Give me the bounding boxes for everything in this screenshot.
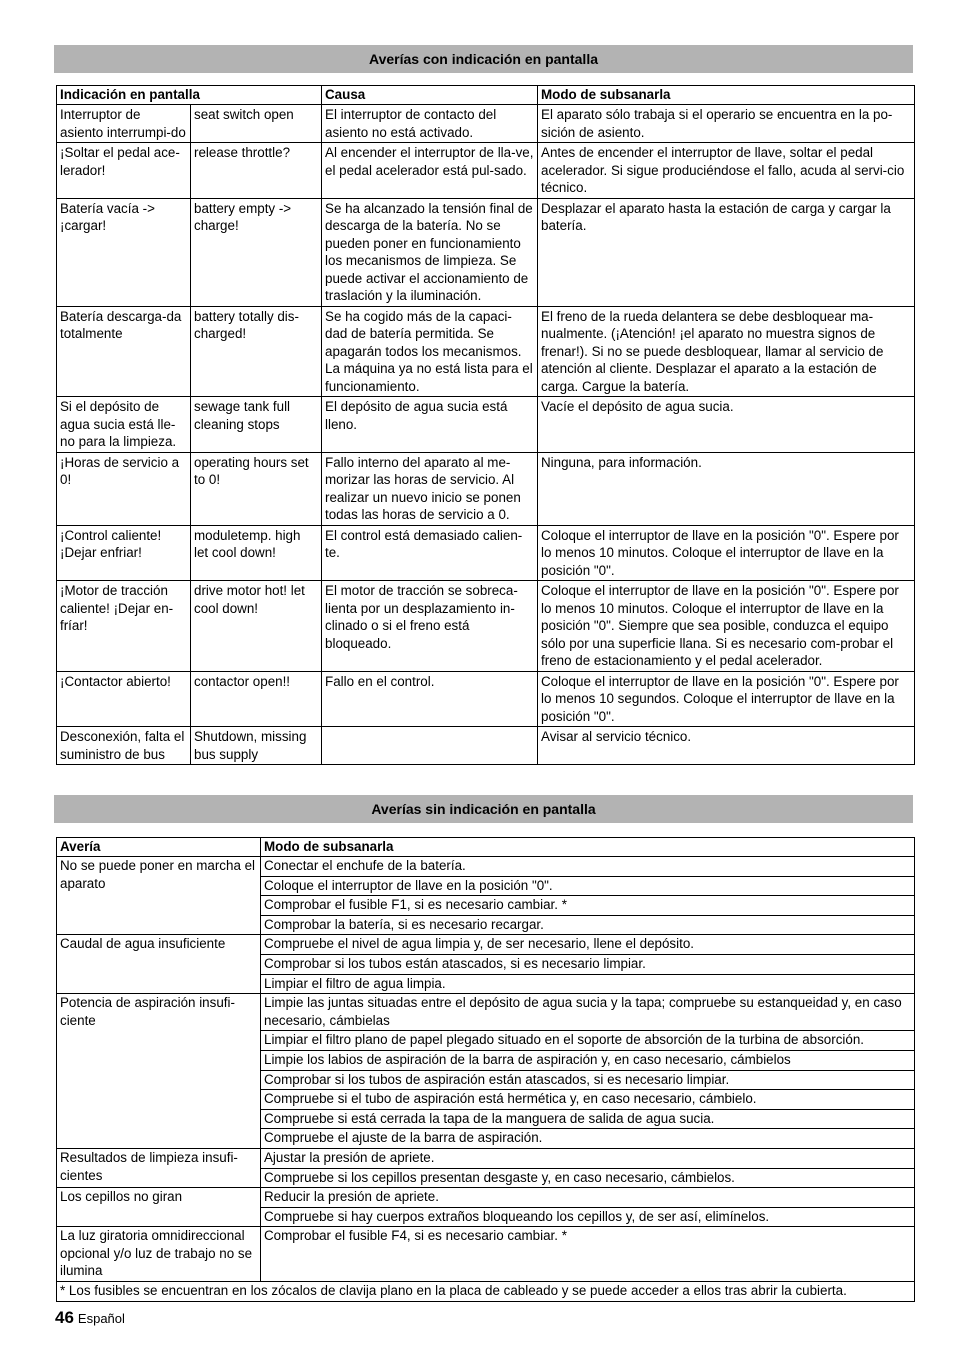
remedy-cell: Coloque el interruptor de llave en la posición "0". Espere por lo menos 10 segundos. Coloque el interruptor de llave en la posición "0". [538,671,915,727]
remedy-cell: Ajustar la presión de apriete. [261,1148,915,1168]
table-row [57,581,915,672]
remedy-cell: Limpiar el filtro plano de papel plegado situado en el soporte de absorción de la turbina de absorción. [261,1031,915,1051]
display-message-es: ¡Soltar el pedal ace-lerador! [57,143,191,199]
header-fault: Avería [57,838,261,857]
table-row [57,198,915,306]
remedy-cell: Ninguna, para información. [538,452,915,525]
display-message-es: ¡Contactor abierto! [57,671,191,727]
display-message-es: Si el depósito de agua sucia está lle-no para la limpieza. [57,397,191,453]
language-label: Español [77,1311,125,1326]
display-message-en: moduletemp. high let cool down! [191,525,322,581]
remedy-cell: Limpiar el filtro de agua limpia. [261,974,915,994]
fault-cell: Caudal de agua insuficiente [57,935,261,994]
table-row [57,1148,915,1168]
faults-with-display-table [56,85,915,765]
display-message-en: Shutdown, missing bus supply [191,727,322,765]
table-row [57,994,915,1031]
display-message-es: ¡Horas de servicio a 0! [57,452,191,525]
table-row [57,306,915,397]
page-footer [55,1308,125,1328]
table-row [57,857,915,877]
table-row [57,397,915,453]
cause-cell: Fallo interno del aparato al me-morizar las horas de servicio. Al realizar un nuevo inicio se ponen todas las horas de servicio a 0. [322,452,538,525]
remedy-cell: Comprobar si los tubos de aspiración están atascados, si es necesario limpiar. [261,1070,915,1090]
remedy-cell: Conectar el enchufe de la batería. [261,857,915,877]
display-message-en: battery empty -> charge! [191,198,322,306]
cause-cell: El interruptor de contacto del asiento no está activado. [322,105,538,143]
remedy-cell: Limpie las juntas situadas entre el depósito de agua sucia y la tapa; compruebe su estanqueidad y, en caso necesario, cámbielas [261,994,915,1031]
cause-cell: El control está demasiado calien-te. [322,525,538,581]
remedy-cell: Coloque el interruptor de llave en la posición "0". Espere por lo menos 10 minutos. Coloque el interruptor de llave en la posición "0". Siempre que sea posible, conduzca el equipo sólo por una superficie llana. Si es necesario com-probar el freno de estacionamiento y el pedal acelerador. [538,581,915,672]
display-message-es: Batería vacía -> ¡cargar! [57,198,191,306]
display-message-es: ¡Control caliente! ¡Dejar enfriar! [57,525,191,581]
faults-without-display-table [56,837,915,1302]
display-message-en: sewage tank full cleaning stops [191,397,322,453]
display-message-en: seat switch open [191,105,322,143]
cause-cell: Se ha alcanzado la tensión final de descarga de la batería. No se pueden poner en funcionamiento los mecanismos de limpieza. Se puede activar el accionamiento de traslación y la iluminación. [322,198,538,306]
page-number: 46 [55,1308,74,1327]
table-row [57,1227,915,1282]
table-row [57,105,915,143]
fault-cell: La luz giratoria omnidireccional opcional y/o luz de trabajo no se ilumina [57,1227,261,1282]
section-title-without-display: Averías sin indicación en pantalla [54,795,913,823]
cause-cell: Se ha cogido más de la capaci-dad de batería permitida. Se apagarán todos los mecanismos. La máquina ya no está lista para el funcionamiento. [322,306,538,397]
table-header-row [57,86,915,105]
cause-cell [322,727,538,765]
remedy-cell: Compruebe el ajuste de la barra de aspiración. [261,1129,915,1149]
footnote-row [57,1282,915,1302]
fault-cell: Los cepillos no giran [57,1188,261,1227]
display-message-en: battery totally dis-charged! [191,306,322,397]
header-remedy: Modo de subsanarla [261,838,915,857]
cause-cell: Al encender el interruptor de lla-ve, el pedal acelerador está pul-sado. [322,143,538,199]
table-row [57,1188,915,1208]
remedy-cell: El aparato sólo trabaja si el operario se encuentra en la po-sición de asiento. [538,105,915,143]
display-message-es: Interruptor de asiento interrumpi-do [57,105,191,143]
remedy-cell: Compruebe si los cepillos presentan desgaste y, en caso necesario, cámbielos. [261,1168,915,1188]
remedy-cell: Antes de encender el interruptor de llave, soltar el pedal acelerador. Si sigue produciéndose el fallo, acuda al servi-cio técnico. [538,143,915,199]
display-message-en: release throttle? [191,143,322,199]
header-display: Indicación en pantalla [57,86,322,105]
display-message-en: contactor open!! [191,671,322,727]
remedy-cell: Reducir la presión de apriete. [261,1188,915,1208]
remedy-cell: Comprobar el fusible F4, si es necesario cambiar. * [261,1227,915,1282]
remedy-cell: Compruebe si está cerrada la tapa de la manguera de salida de agua sucia. [261,1109,915,1129]
section-title-with-display: Averías con indicación en pantalla [54,45,913,73]
footnote: * Los fusibles se encuentran en los zócalos de clavija plano en la placa de cableado y se puede acceder a ellos tras abrir la cubierta. [57,1282,915,1302]
remedy-cell: Coloque el interruptor de llave en la posición "0". Espere por lo menos 10 minutos. Coloque el interruptor de llave en la posición "0". [538,525,915,581]
display-message-es: Desconexión, falta el suministro de bus [57,727,191,765]
cause-cell: El depósito de agua sucia está lleno. [322,397,538,453]
header-remedy: Modo de subsanarla [538,86,915,105]
fault-cell: No se puede poner en marcha el aparato [57,857,261,935]
remedy-cell: Vacíe el depósito de agua sucia. [538,397,915,453]
remedy-cell: Avisar al servicio técnico. [538,727,915,765]
table-row [57,727,915,765]
display-message-es: ¡Motor de tracción caliente! ¡Dejar en-fríar! [57,581,191,672]
remedy-cell: Comprobar la batería, si es necesario recargar. [261,915,915,935]
remedy-cell: Compruebe si el tubo de aspiración está hermética y, en caso necesario, cámbielo. [261,1090,915,1110]
remedy-cell: Compruebe el nivel de agua limpia y, de ser necesario, llene el depósito. [261,935,915,955]
table-row [57,452,915,525]
cause-cell: Fallo en el control. [322,671,538,727]
remedy-cell: Comprobar si los tubos están atascados, si es necesario limpiar. [261,954,915,974]
remedy-cell: Desplazar el aparato hasta la estación de carga y cargar la batería. [538,198,915,306]
remedy-cell: Coloque el interruptor de llave en la posición "0". [261,876,915,896]
display-message-en: drive motor hot! let cool down! [191,581,322,672]
table-row [57,143,915,199]
fault-cell: Resultados de limpieza insufi-cientes [57,1148,261,1187]
display-message-es: Batería descarga-da totalmente [57,306,191,397]
fault-cell: Potencia de aspiración insufi-ciente [57,994,261,1149]
remedy-cell: El freno de la rueda delantera se debe desbloquear ma-nualmente. (¡Atención! ¡el aparato no muestra signos de frenar!). Si no se puede desbloquear, llamar al servicio de atención al cliente. Desplazar el aparato a la estación de carga. Cargue la batería. [538,306,915,397]
display-message-en: operating hours set to 0! [191,452,322,525]
remedy-cell: Limpie los labios de aspiración de la barra de aspiración y, en caso necesario, cámbielos [261,1050,915,1070]
table-header-row [57,838,915,857]
remedy-cell: Compruebe si hay cuerpos extraños bloqueando los cepillos y, de ser así, elimínelos. [261,1207,915,1227]
header-cause: Causa [322,86,538,105]
table-row [57,935,915,955]
table-row [57,671,915,727]
cause-cell: El motor de tracción se sobreca-lienta por un desplazamiento in-clinado o si el freno está bloqueado. [322,581,538,672]
table-row [57,525,915,581]
remedy-cell: Comprobar el fusible F1, si es necesario cambiar. * [261,896,915,916]
